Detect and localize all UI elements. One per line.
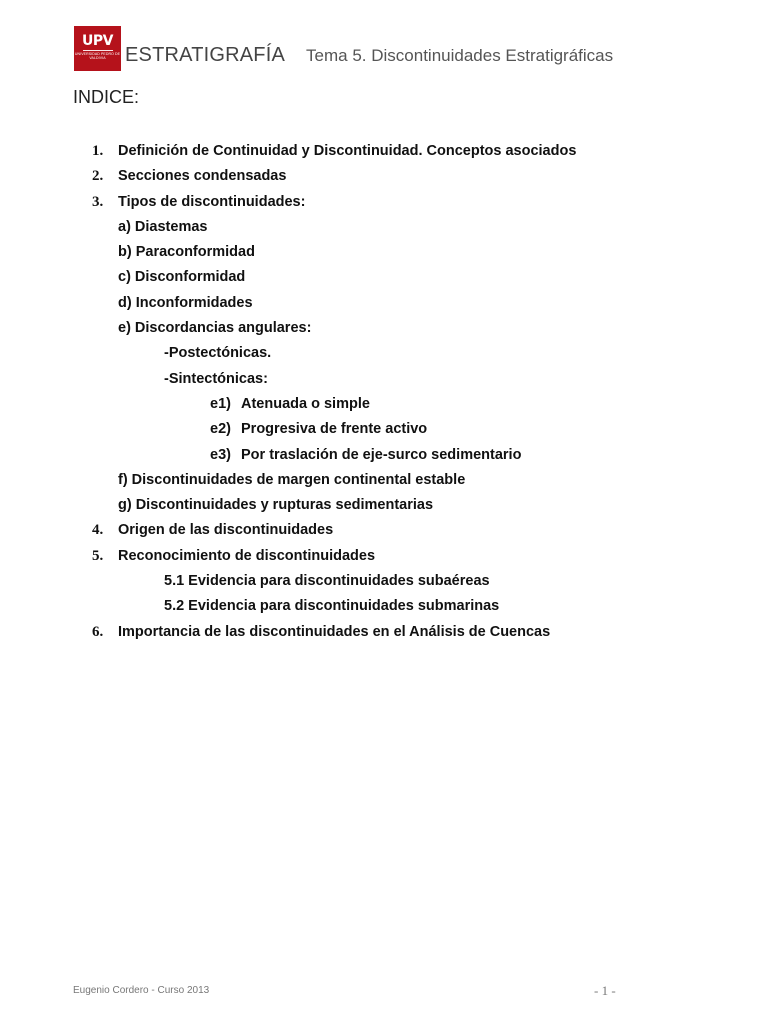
toc-text: -Postectónicas. (164, 345, 272, 362)
course-title: ESTRATIGRAFÍA (125, 44, 286, 66)
document-header (74, 25, 613, 71)
toc-text: e) Discordancias angulares: (118, 320, 312, 337)
toc-subitem-sintectonicas (0, 368, 768, 393)
toc-item-4 (0, 519, 768, 544)
toc-subitem-5-2 (0, 595, 768, 620)
toc-text: Definición de Continuidad y Discontinuidad. Conceptos asociados (118, 143, 577, 159)
page-number: - 1 - (594, 983, 616, 998)
toc-text: -Sintectónicas: (164, 370, 268, 387)
toc-text: Atenuada o simple (241, 395, 370, 412)
topic-title: Tema 5. Discontinuidades Estratigráficas (306, 46, 614, 65)
toc-subitem-a (0, 216, 768, 241)
toc-subitem-e3 (0, 444, 768, 469)
footer-author: Eugenio Cordero - Curso 2013 (73, 985, 210, 996)
index-heading: INDICE: (73, 87, 140, 107)
toc-number: e3) (210, 446, 231, 463)
toc-item-1 (0, 140, 768, 165)
toc-text: Por traslación de eje-surco sedimentario (241, 446, 522, 463)
toc-item-3 (0, 191, 768, 216)
logo-mark: UPV (82, 32, 113, 49)
logo-divider (83, 50, 113, 51)
toc-text: a) Diastemas (118, 218, 208, 235)
toc-subitem-g (0, 494, 768, 519)
toc-subitem-d (0, 292, 768, 317)
toc-item-6 (0, 621, 768, 646)
toc-text: Tipos de discontinuidades: (118, 193, 306, 210)
toc-subitem-e (0, 317, 768, 342)
toc-number: 5. (92, 547, 104, 564)
toc-number: 1. (92, 143, 104, 159)
toc-number: e2) (210, 421, 231, 438)
toc-subitem-postectonicas (0, 342, 768, 367)
toc-text: Reconocimiento de discontinuidades (118, 547, 376, 564)
toc-subitem-b (0, 241, 768, 266)
toc-text: 5.1 Evidencia para discontinuidades subaéreas (164, 573, 490, 590)
toc-text: Importancia de las discontinuidades en el Análisis de Cuencas (118, 623, 551, 640)
toc-text: g) Discontinuidades y rupturas sedimentarias (118, 497, 434, 514)
toc-text: 5.2 Evidencia para discontinuidades submarinas (164, 598, 500, 615)
university-logo (74, 26, 121, 71)
toc-number: 4. (92, 522, 104, 539)
toc-item-2 (0, 165, 768, 190)
logo-subtitle: UNIVERSIDAD PEDRO DE VALDIVIA (74, 51, 121, 60)
toc-text: Secciones condensadas (118, 168, 287, 185)
toc-subitem-5-1 (0, 570, 768, 595)
toc-subitem-c (0, 266, 768, 291)
toc-subitem-e1 (0, 393, 768, 418)
toc-text: b) Paraconformidad (118, 244, 255, 261)
toc-subitem-f (0, 469, 768, 494)
toc-number: 3. (92, 193, 104, 210)
toc-number: 2. (92, 168, 104, 185)
toc-text: Origen de las discontinuidades (118, 522, 334, 539)
toc-text: d) Inconformidades (118, 294, 253, 311)
toc-subitem-e2 (0, 418, 768, 443)
toc-text: f) Discontinuidades de margen continental estable (118, 471, 466, 488)
toc-number: 6. (92, 623, 104, 640)
table-of-contents (0, 140, 768, 646)
toc-number: e1) (210, 395, 231, 412)
toc-item-5 (0, 545, 768, 570)
toc-text: Progresiva de frente activo (241, 421, 428, 438)
toc-text: c) Disconformidad (118, 269, 246, 286)
